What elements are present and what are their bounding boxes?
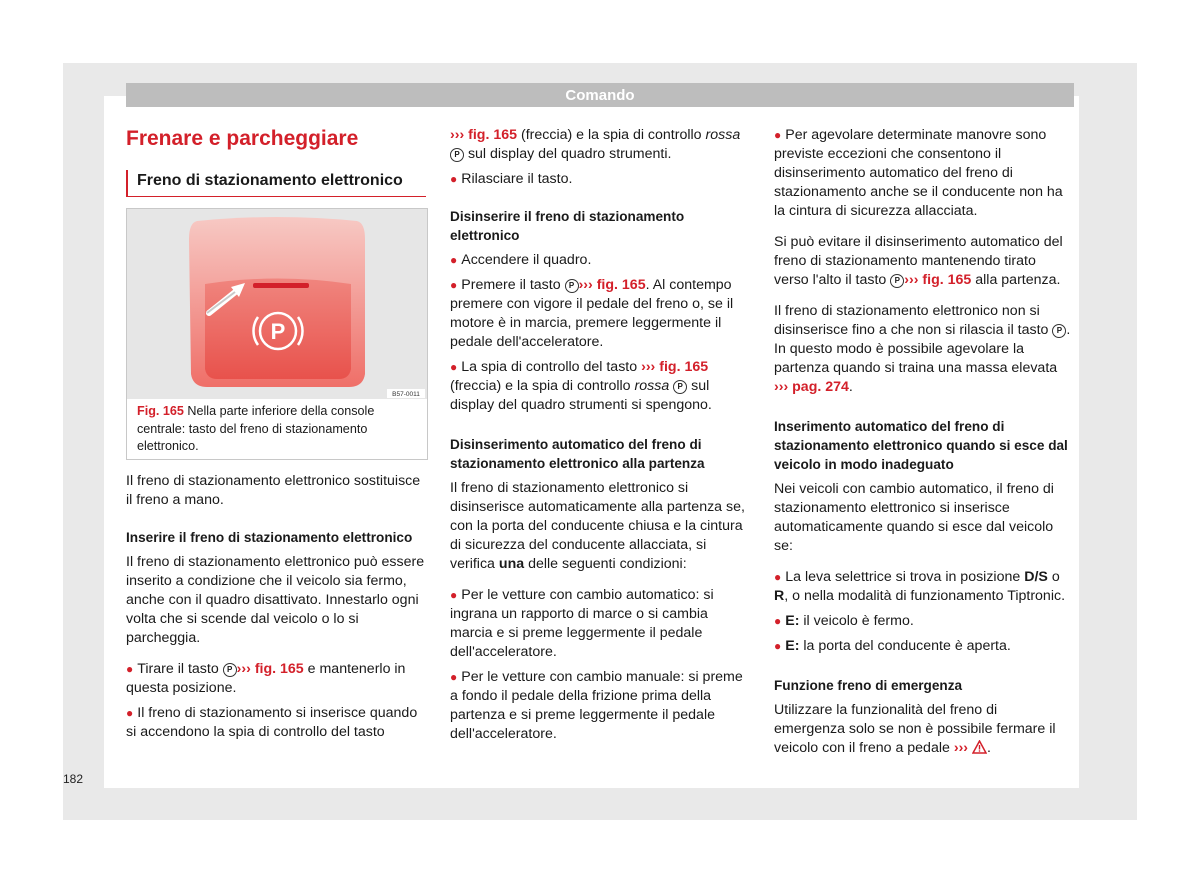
bullet-text: Premere il tasto: [461, 277, 561, 293]
parking-button-icon: P: [673, 380, 687, 394]
emergency-text: [774, 701, 1072, 760]
parking-button-icon: P: [450, 148, 464, 162]
bullet-text: La leva selettrice si trova in posizione: [785, 569, 1021, 585]
bullet-icon: ●: [774, 639, 782, 653]
figure-165: [126, 208, 428, 460]
figure-link[interactable]: fig. 165: [922, 272, 972, 288]
left-column: [126, 126, 426, 197]
bullet-text: Per agevolare determinate manovre sono previste eccezioni che consentono il disinserimento automatico del freno di stazionamento anche se il conducente non ha la cintura di sicurezza allacciata.: [774, 127, 1063, 219]
bullet-icon: ●: [774, 128, 782, 142]
period: .: [848, 379, 853, 395]
text-span: . In questo modo è possibile agevolare la partenza quando si traina una massa elevata: [774, 322, 1071, 376]
bold-span: E:: [785, 613, 800, 629]
list-item: [450, 668, 748, 744]
list-item: [774, 568, 1072, 606]
text-span: Il freno di stazionamento elettronico si disinserisce automaticamente alla partenza se, con la porta del conducente chiusa e la cintura di sicurezza del conducente allacciata, si verifica: [450, 480, 745, 572]
bullet-icon: ●: [126, 662, 134, 676]
bullet-icon: ●: [774, 614, 782, 628]
bullet-icon: ●: [450, 253, 458, 267]
figure-label: Fig. 165: [137, 404, 184, 418]
figure-caption-text: Nella parte inferiore della console centrale: tasto del freno di stazionamento elettronico.: [137, 404, 375, 453]
bullet-text: Il freno di stazionamento si inserisce quando si accendono la spia di controllo del tasto: [126, 705, 418, 740]
triple-chevron-icon: ›››: [641, 359, 656, 375]
bullet-icon: ●: [450, 670, 458, 684]
list-item: [450, 251, 748, 270]
intro-text: Il freno di stazionamento elettronico sostituisce il freno a mano.: [126, 473, 421, 508]
triple-chevron-icon: ›››: [578, 277, 593, 293]
bullet-icon: ●: [126, 706, 134, 720]
bullet-text: Tirare il tasto: [137, 661, 219, 677]
list-item: [126, 660, 426, 698]
figure-image: [127, 209, 427, 399]
italic-span: rossa: [705, 127, 741, 143]
bullet-icon: ●: [450, 360, 458, 374]
bullet-text: Rilasciare il tasto.: [461, 171, 573, 187]
list-item: [774, 637, 1072, 656]
text-span: delle seguenti condizioni:: [528, 556, 687, 572]
text-span: (freccia) e la spia di controllo: [520, 127, 702, 143]
list-item: [450, 358, 748, 415]
text-span: sul display del quadro strumenti.: [467, 146, 672, 162]
text-span: , o nella modalità di funzionamento Tiptronic.: [784, 588, 1066, 604]
auto-insert-text: Nei veicoli con cambio automatico, il freno di stazionamento elettronico si inserisce automaticamente quando si esce dal veicolo se:: [774, 481, 1054, 554]
bullet-text-end: . Al contempo premere con vigore il pedale del freno o, se il motore è in marcia, premere leggermente il pedale dell'acceleratore.: [450, 277, 734, 350]
list-item: [450, 170, 748, 189]
triple-chevron-icon: ›››: [236, 661, 251, 677]
bullet-icon: ●: [450, 278, 458, 292]
list-item: [774, 612, 1072, 631]
triple-chevron-icon: ›››: [904, 272, 919, 288]
list-item: [450, 276, 748, 352]
middle-column: [450, 126, 748, 750]
insert-text: Il freno di stazionamento elettronico può essere inserito a condizione che il veicolo sia fermo, anche con il quadro disattivato. Innestarlo ogni volta che si scende dal veicolo o lo si parcheggia.: [126, 554, 425, 646]
bullet-icon: ●: [450, 588, 458, 602]
text-span: Si può evitare il disinserimento automatico del freno di stazionamento mantenendo tirato verso l'alto il tasto: [774, 234, 1063, 288]
heading-auto-release: Disinserimento automatico del freno di stazionamento elettronico alla partenza: [450, 437, 705, 471]
triple-chevron-icon: ›››: [450, 127, 465, 143]
bullet-text: la porta del conducente è aperta.: [803, 638, 1011, 654]
text-span: Il freno di stazionamento elettronico non si disinserisce fino a che non si rilascia il tasto: [774, 303, 1049, 338]
bullet-icon: ●: [774, 570, 782, 584]
figure-link[interactable]: fig. 165: [596, 277, 646, 293]
auto-release-text: [450, 479, 748, 574]
bullet-text: Per le vetture con cambio manuale: si preme a fondo il pedale della frizione prima della partenza e si preme leggermente il pedale dell'acceleratore.: [450, 669, 743, 742]
bullet-text: Accendere il quadro.: [461, 252, 592, 268]
continued-text: [450, 126, 748, 164]
parking-button-icon: P: [223, 663, 237, 677]
parking-button-icon: P: [1052, 324, 1066, 338]
right-column: [774, 126, 1072, 772]
bold-span: E:: [785, 638, 800, 654]
bullet-text: Per le vetture con cambio automatico: si ingrana un rapporto di marce o si cambia marcia e si preme leggermente il pedale dell'acceleratore.: [450, 587, 714, 660]
page-number: 182: [63, 772, 84, 786]
period: .: [986, 740, 991, 756]
triple-chevron-icon: ›››: [774, 379, 789, 395]
text-span: (freccia) e la spia di controllo: [450, 378, 631, 394]
text-span: Utilizzare la funzionalità del freno di emergenza solo se non è possibile fermare il veicolo con il freno a pedale: [774, 702, 1056, 756]
gear-position-ds: D/S: [1024, 569, 1048, 585]
figure-code: B57-0011: [392, 391, 420, 398]
release-text: [774, 302, 1072, 397]
list-item: [126, 704, 426, 742]
figure-link[interactable]: fig. 165: [659, 359, 709, 375]
heading-disinsert: Disinserire il freno di stazionamento elettronico: [450, 209, 685, 243]
page-title: Frenare e parcheggiare: [126, 127, 359, 150]
figure-link[interactable]: fig. 165: [254, 661, 304, 677]
parking-button-icon: P: [890, 274, 904, 288]
figure-link[interactable]: fig. 165: [468, 127, 518, 143]
parking-button-icon: P: [565, 279, 579, 293]
triple-chevron-icon: ›››: [953, 740, 969, 756]
bold-span: una: [498, 556, 525, 572]
svg-text:P: P: [270, 319, 286, 344]
page-link[interactable]: pag. 274: [792, 379, 849, 395]
heading-auto-insert: Inserimento automatico del freno di stazionamento elettronico quando si esce dal veicolo in modo inadeguato: [774, 419, 1068, 472]
italic-span: rossa: [634, 378, 670, 394]
text-span: o: [1051, 569, 1060, 585]
section-title: Freno di stazionamento elettronico: [126, 170, 426, 197]
heading-emergency: Funzione freno di emergenza: [774, 678, 963, 693]
warning-triangle-icon[interactable]: [972, 740, 987, 760]
bullet-icon: ●: [450, 172, 458, 186]
text-span: sul display del quadro strumenti si spengono.: [450, 378, 712, 413]
bullet-text-end: e mantenerlo in questa posizione.: [126, 661, 406, 696]
left-column-body: [126, 472, 426, 748]
list-item: [450, 586, 748, 662]
section-header: Comando: [126, 83, 1074, 107]
override-text: [774, 233, 1072, 290]
list-item: [774, 126, 1072, 221]
gear-position-r: R: [774, 588, 785, 604]
figure-caption: [137, 403, 417, 456]
bullet-text: La spia di controllo del tasto: [461, 359, 638, 375]
text-span: alla partenza.: [975, 272, 1061, 288]
bullet-text: il veicolo è fermo.: [803, 613, 914, 629]
heading-insert: Inserire il freno di stazionamento elettronico: [126, 530, 413, 545]
